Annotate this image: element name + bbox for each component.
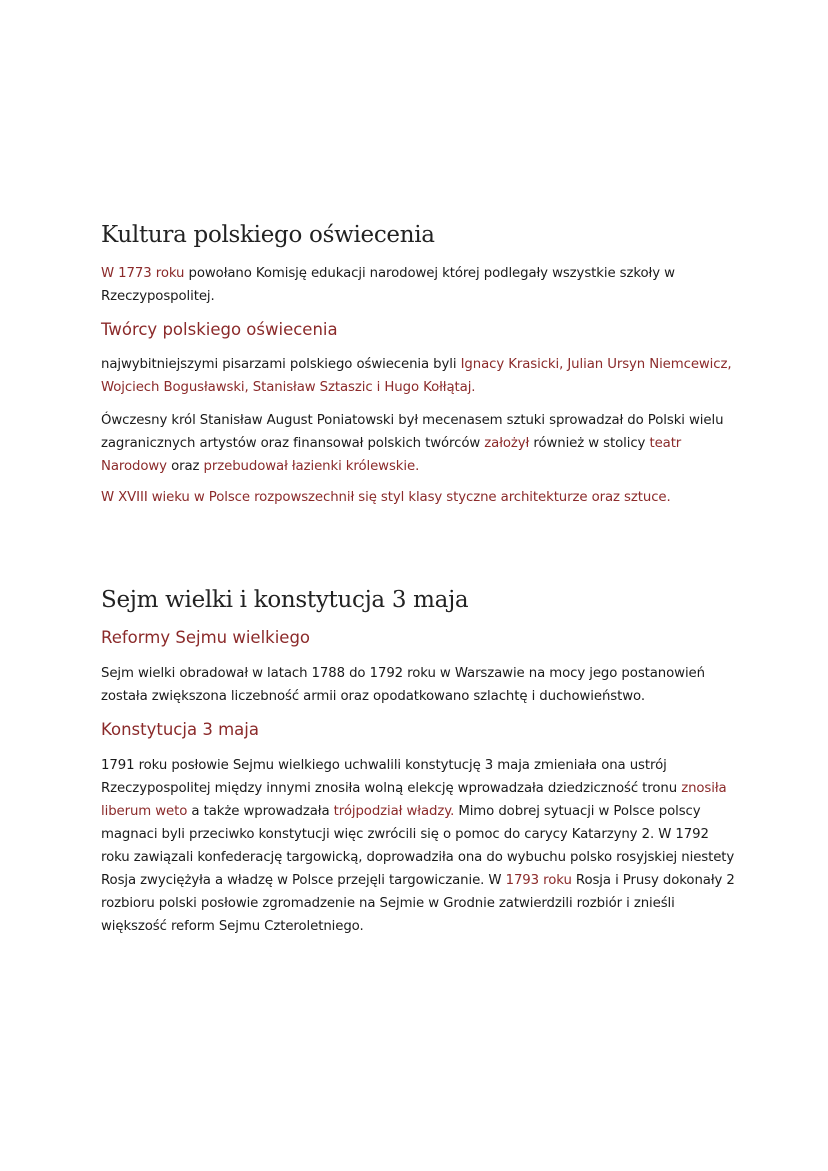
highlight-liberum-veto: znosiła liberum weto: [101, 781, 727, 819]
highlight-year: W 1773 roku: [101, 266, 185, 281]
subtitle-constitution: Konstytucja 3 maja: [101, 720, 259, 739]
subtitle-reforms: Reformy Sejmu wielkiego: [101, 628, 311, 647]
paragraph-constitution: 1791 roku posłowie Sejmu wielkiego uchwalili konstytucję 3 maja zmieniała ona ustrój Rzeczypospolitej między innymi znosiła wolną elekcję wprowadzała dziedziczność tronu znosiła liberum weto a także wprowadzała trójpodział władzy. Mimo dobrej sytuacji w Polsce polscy magnaci byli przeciwko konstytucji więc zwrócili się o pomoc do carycy Katarzyny 2. W 1792 roku zawiązali konfederację targowicką, doprowadziła ona do wybuchu polsko rosyjskiej niestety Rosja zwyciężyła a władzę w Polsce przejęli targowiczanie. W 1793 roku Rosja i Prusy dokonały 2 rozbioru polski posłowie zgromadzenie na Sejmie w Grodnie zatwierdzili rozbiór i znieśli większość reform Sejmu Czteroletniego.: [101, 758, 735, 934]
paragraph-writers: najwybitniejszymi pisarzami polskiego oświecenia byli Ignacy Krasicki, Julian Ursyn Niemcewicz, Wojciech Bogusławski, Stanisław Sztaszic i Hugo Kołłątaj.: [101, 357, 732, 395]
highlight-writers: Ignacy Krasicki, Julian Ursyn Niemcewicz, Wojciech Bogusławski, Stanisław Sztaszic i Hugo Kołłątaj.: [101, 357, 732, 395]
highlight-separation-of-powers: trójpodział władzy.: [333, 804, 455, 819]
paragraph-commission: W 1773 roku powołano Komisję edukacji narodowej której podlegały wszystkie szkoły w Rzeczypospolitej.: [101, 266, 675, 304]
section-title-sejm: Sejm wielki i konstytucja 3 maja: [101, 587, 469, 613]
subtitle-creators: Twórcy polskiego oświecenia: [101, 320, 338, 339]
section-title-culture: Kultura polskiego oświecenia: [101, 222, 435, 248]
paragraph-classicism: W XVIII wieku w Polsce rozpowszechnił się styl klasy styczne architekturze oraz sztuce.: [101, 490, 671, 505]
highlight-theatre: teatr Narodowy: [101, 436, 682, 474]
paragraph-reforms: Sejm wielki obradował w latach 1788 do 1792 roku w Warszawie na mocy jego postanowień została zwiększona liczebność armii oraz opodatkowano szlachtę i duchowieństwo.: [101, 666, 705, 704]
highlight-founded: założył: [484, 436, 530, 451]
paragraph-king: Ówczesny król Stanisław August Poniatowski był mecenasem sztuki sprowadzał do Polski wielu zagranicznych artystów oraz finansował polskich twórców założył również w stolicy teatr Narodowy oraz przebudował łazienki królewskie.: [101, 413, 724, 474]
highlight-lazienki: przebudował łazienki królewskie.: [203, 459, 420, 474]
highlight-1793: 1793 roku: [505, 873, 572, 888]
